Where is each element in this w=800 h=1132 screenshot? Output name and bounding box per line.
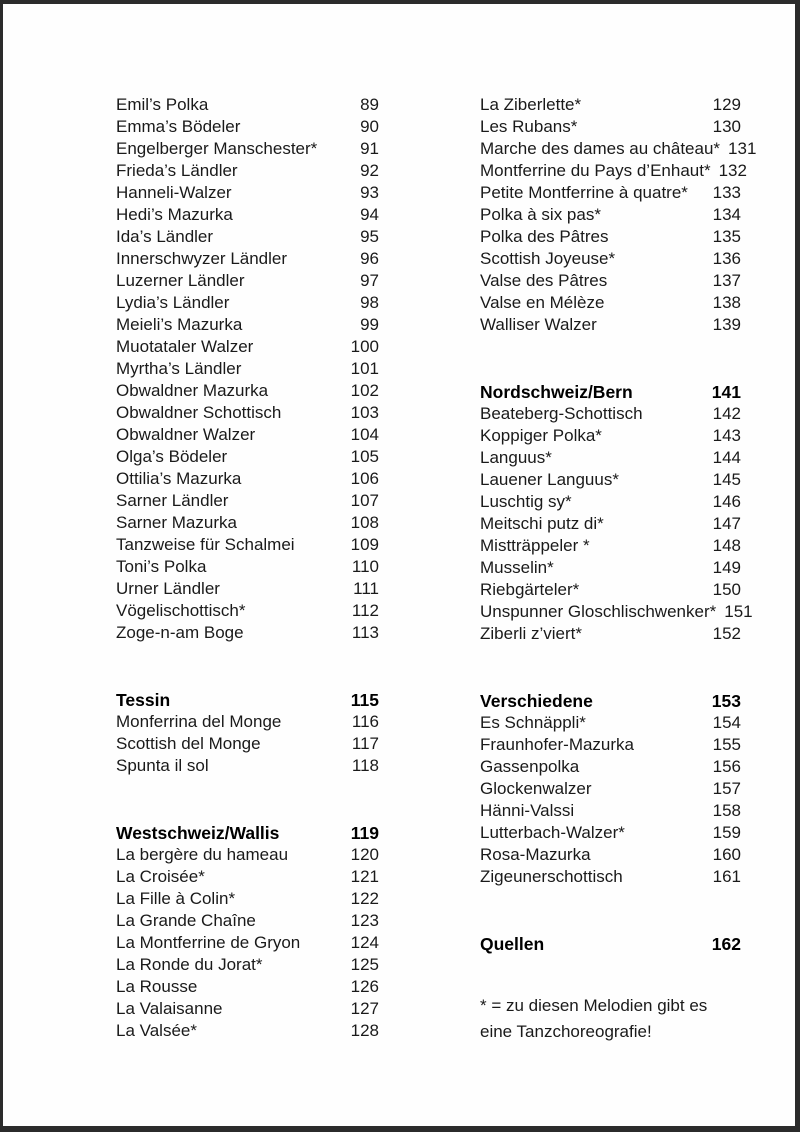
toc-entry [116,600,379,622]
toc-entry-title: Polka des Pâtres [480,227,609,246]
toc-entry-page: 104 [350,425,379,444]
toc-entry-page: 93 [360,183,379,202]
toc-section [480,933,741,955]
toc-entry-title: Les Rubans* [480,117,578,136]
toc-entry-title: Obwaldner Mazurka [116,381,269,400]
toc-entry-page: 90 [360,117,379,136]
toc-section [116,689,379,777]
toc-entry [116,248,379,270]
toc-section-heading-title: Quellen [480,934,545,954]
toc-entry-page: 105 [350,447,379,466]
toc-entry-title: Fraunhofer-Mazurka [480,735,635,754]
toc-entry [480,756,741,778]
toc-entry [480,778,741,800]
toc-entry-page: 109 [350,535,379,554]
toc-entry [480,601,753,623]
toc-entry-page: 120 [350,845,379,864]
toc-entry-title: Urner Ländler [116,579,220,598]
toc-column-right [480,94,757,1044]
toc-entry-page: 157 [712,779,741,798]
toc-entry [116,182,379,204]
toc-entry-title: Marche des dames au château* [480,139,721,158]
toc-entry-page: 94 [360,205,379,224]
toc-entry-page: 106 [350,469,379,488]
toc-entry [480,160,747,182]
toc-entry [116,998,379,1020]
toc-entry [480,182,741,204]
toc-entry-page: 91 [360,139,379,158]
toc-section-heading-title: Verschiedene [480,691,593,711]
toc-entry-title: La Valaisanne [116,999,223,1018]
toc-entry-page: 124 [350,933,379,952]
toc-entry-page: 139 [712,315,741,334]
toc-entry-page: 144 [712,448,741,467]
toc-entry-title: Musselin* [480,558,554,577]
toc-entry-title: Monferrina del Monge [116,712,282,731]
toc-section [116,822,379,1042]
toc-entry-page: 117 [351,734,379,753]
toc-entry-page: 107 [350,491,379,510]
toc-entry-title: Hänni-Valssi [480,801,575,820]
asterisk-footnote-line: eine Tanzchoreografie! [480,1021,652,1041]
toc-entry-page: 126 [350,977,379,996]
toc-entry-page: 146 [712,492,741,511]
toc-entry-title: Walliser Walzer [480,315,597,334]
toc-entry-title: Meieli’s Mazurka [116,315,243,334]
toc-entry [116,226,379,248]
toc-entry [116,380,379,402]
toc-section-heading [116,689,379,711]
toc-entry-page: 112 [351,601,379,620]
toc-entry-page: 89 [360,95,379,114]
toc-entry [116,116,379,138]
toc-entry-title: La Fille à Colin* [116,889,236,908]
toc-section-heading [480,933,741,955]
toc-entry-title: Scottish del Monge [116,734,261,753]
toc-entry-page: 101 [350,359,379,378]
toc-entry [116,888,379,910]
toc-entry-page: 155 [712,735,741,754]
toc-entry-title: Emil’s Polka [116,95,209,114]
toc-entry [480,204,741,226]
toc-entry [480,734,741,756]
toc-entry-title: Montferrine du Pays d’Enhaut* [480,161,711,180]
toc-entry [480,226,741,248]
toc-entry [116,556,379,578]
toc-entry-title: Lauener Languus* [480,470,619,489]
toc-entry-title: Meitschi putz di* [480,514,604,533]
toc-entry-title: Ottilia’s Mazurka [116,469,242,488]
toc-entry-title: La bergère du hameau [116,845,289,864]
toc-section [480,690,741,888]
toc-entry-title: Vögelischottisch* [116,601,246,620]
toc-entry-page: 136 [712,249,741,268]
toc-entry-title: La Ronde du Jorat* [116,955,263,974]
toc-entry-page: 159 [712,823,741,842]
toc-entry-title: La Valsée* [116,1021,197,1040]
toc-section-heading-page: 119 [350,823,379,843]
toc-entry [480,579,741,601]
toc-entry-page: 134 [712,205,741,224]
toc-entry-title: Petite Montferrine à quatre* [480,183,688,202]
toc-entry [116,1020,379,1042]
toc-entry [480,314,741,336]
toc-entry-page: 150 [712,580,741,599]
toc-section-heading [480,690,741,712]
toc-entry-title: La Rousse [116,977,198,996]
toc-entry [480,138,757,160]
toc-entry [116,138,379,160]
toc-entry [480,447,741,469]
toc-entry-title: Innerschwyzer Ländler [116,249,288,268]
toc-entry-title: Engelberger Manschester* [116,139,318,158]
toc-entry-page: 125 [350,955,379,974]
toc-section-heading-page: 153 [711,691,741,711]
toc-entry-page: 154 [712,713,741,732]
toc-section-heading [480,381,741,403]
toc-entry [116,622,379,644]
toc-entry [116,490,379,512]
toc-entry-page: 122 [350,889,379,908]
toc-entry [480,292,741,314]
toc-entry-title: Mistträppeler * [480,536,590,555]
toc-entry [480,403,741,425]
toc-entry-title: La Montferrine de Gryon [116,933,301,952]
toc-entry [480,822,741,844]
toc-entry-title: Ziberli z’viert* [480,624,583,643]
toc-column-left [116,94,379,1042]
toc-entry [116,446,379,468]
toc-section [480,94,757,336]
toc-entry-title: Glockenwalzer [480,779,592,798]
toc-entry [116,270,379,292]
toc-entry-page: 98 [360,293,379,312]
toc-entry-page: 156 [712,757,741,776]
toc-entry [116,94,379,116]
toc-entry-title: Scottish Joyeuse* [480,249,616,268]
toc-entry [480,712,741,734]
toc-entry-page: 97 [360,271,379,290]
toc-entry-page: 137 [712,271,741,290]
toc-entry [116,402,379,424]
toc-entry-title: Lutterbach-Walzer* [480,823,625,842]
toc-entry-page: 102 [350,381,379,400]
toc-entry [480,866,741,888]
toc-entry [116,292,379,314]
toc-entry [480,844,741,866]
toc-entry-title: Polka à six pas* [480,205,601,224]
toc-entry [116,336,379,358]
toc-entry-page: 108 [350,513,379,532]
toc-entry [116,468,379,490]
toc-entry-page: 149 [712,558,741,577]
toc-section-heading-title: Westschweiz/Wallis [116,823,280,843]
toc-entry-title: Sarner Ländler [116,491,229,510]
toc-entry-page: 110 [351,557,379,576]
toc-entry-title: Luschtig sy* [480,492,572,511]
toc-entry-title: Olga’s Bödeler [116,447,228,466]
toc-entry-page: 160 [712,845,741,864]
toc-entry [480,469,741,491]
toc-entry-title: Luzerner Ländler [116,271,245,290]
toc-entry [116,844,379,866]
toc-section [116,94,379,644]
toc-entry [116,932,379,954]
toc-entry [116,314,379,336]
toc-section-heading-page: 115 [350,690,379,710]
toc-entry [480,535,741,557]
toc-entry [116,512,379,534]
toc-entry-page: 151 [724,602,753,621]
toc-entry [480,248,741,270]
toc-entry-page: 99 [360,315,379,334]
toc-entry-title: Riebgärteler* [480,580,580,599]
toc-section-heading-page: 141 [711,382,741,402]
toc-entry-page: 145 [712,470,741,489]
toc-entry-page: 148 [712,536,741,555]
toc-entry [480,270,741,292]
toc-entry-title: Unspunner Gloschlischwenker* [480,602,717,621]
toc-entry-title: Sarner Mazurka [116,513,237,532]
toc-entry [116,358,379,380]
toc-entry-title: Valse des Pâtres [480,271,608,290]
toc-entry-page: 103 [350,403,379,422]
toc-entry [116,755,379,777]
toc-entry-page: 142 [712,404,741,423]
toc-section-heading-page: 162 [711,934,741,954]
toc-entry-title: Spunta il sol [116,756,209,775]
toc-entry [480,513,741,535]
toc-entry [116,866,379,888]
toc-entry [480,623,741,645]
toc-entry-title: Toni’s Polka [116,557,207,576]
toc-entry-title: Zoge-n-am Boge [116,623,244,642]
toc-entry-page: 121 [350,867,379,886]
toc-entry-title: Frieda’s Ländler [116,161,238,180]
toc-entry-page: 128 [350,1021,379,1040]
toc-entry-title: Zigeunerschottisch [480,867,623,886]
toc-entry [116,910,379,932]
toc-entry-title: Rosa-Mazurka [480,845,591,864]
toc-entry [480,94,741,116]
toc-section-heading [116,822,379,844]
toc-entry [116,711,379,733]
toc-entry-title: Myrtha’s Ländler [116,359,242,378]
toc-entry-title: Tanzweise für Schalmei [116,535,295,554]
toc-entry-page: 138 [712,293,741,312]
toc-entry-title: Obwaldner Walzer [116,425,256,444]
toc-entry-page: 100 [350,337,379,356]
toc-entry-title: Muotataler Walzer [116,337,254,356]
toc-entry-page: 129 [712,95,741,114]
toc-entry-page: 135 [712,227,741,246]
toc-entry-page: 143 [712,426,741,445]
toc-entry [480,557,741,579]
toc-entry-title: Koppiger Polka* [480,426,602,445]
toc-entry-title: Ida’s Ländler [116,227,214,246]
toc-entry-title: Emma’s Bödeler [116,117,241,136]
toc-entry [480,116,741,138]
toc-entry-page: 116 [351,712,379,731]
toc-entry-title: Gassenpolka [480,757,580,776]
toc-entry-page: 131 [728,139,757,158]
toc-entry-page: 127 [350,999,379,1018]
toc-entry-title: Beateberg-Schottisch [480,404,643,423]
toc-entry-page: 123 [350,911,379,930]
toc-entry [480,800,741,822]
toc-entry [480,425,741,447]
toc-section-heading-title: Tessin [116,690,171,710]
toc-entry [116,976,379,998]
toc-entry-title: La Croisée* [116,867,205,886]
toc-entry-page: 113 [351,623,379,642]
toc-entry [116,578,379,600]
toc-entry-page: 152 [712,624,741,643]
toc-entry-page: 133 [712,183,741,202]
toc-entry [116,160,379,182]
toc-entry-title: Es Schnäppli* [480,713,586,732]
toc-entry-title: Hedi’s Mazurka [116,205,233,224]
toc-entry-page: 158 [712,801,741,820]
toc-entry-page: 132 [718,161,747,180]
asterisk-footnote-line: * = zu diesen Melodien gibt es [480,996,708,1015]
toc-entry-page: 111 [353,579,379,598]
toc-entry-title: La Ziberlette* [480,95,582,114]
toc-entry-title: La Grande Chaîne [116,911,256,930]
asterisk-footnote [480,993,741,1044]
toc-entry-page: 96 [360,249,379,268]
toc-section [480,381,753,645]
toc-entry-page: 130 [712,117,741,136]
toc-entry-page: 161 [712,867,741,886]
toc-entry-page: 118 [351,756,379,775]
toc-entry [116,204,379,226]
toc-entry-title: Obwaldner Schottisch [116,403,282,422]
toc-entry [116,954,379,976]
toc-entry-page: 95 [360,227,379,246]
toc-entry [480,491,741,513]
toc-entry-page: 92 [360,161,379,180]
toc-entry [116,733,379,755]
toc-section-heading-title: Nordschweiz/Bern [480,382,633,402]
toc-entry-page: 147 [712,514,741,533]
toc-entry [116,534,379,556]
toc-entry-title: Languus* [480,448,552,467]
toc-entry-title: Lydia’s Ländler [116,293,230,312]
toc-entry-title: Hanneli-Walzer [116,183,232,202]
toc-entry [116,424,379,446]
toc-entry-title: Valse en Mélèze [480,293,605,312]
